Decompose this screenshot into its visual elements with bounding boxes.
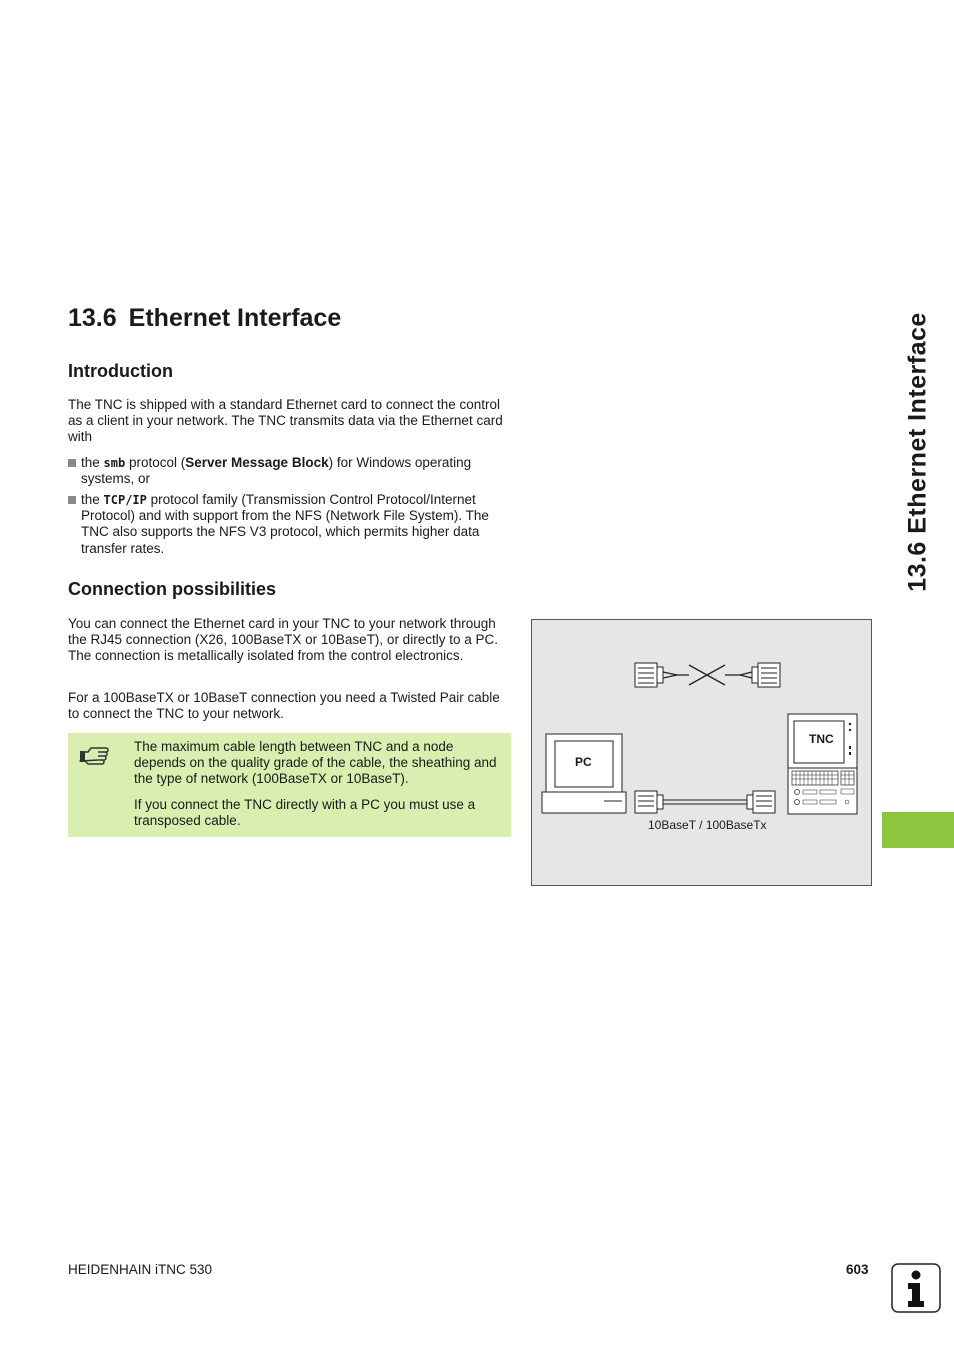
side-running-title: 13.6 Ethernet Interface <box>903 312 932 592</box>
pc-label: PC <box>575 755 592 769</box>
rj45-plug-icon <box>752 663 780 687</box>
tnc-control-icon <box>788 714 857 814</box>
pc-icon <box>542 734 626 813</box>
info-icon <box>891 1263 941 1313</box>
section-title-text: Ethernet Interface <box>128 304 342 332</box>
rj45-plug-icon <box>747 791 775 813</box>
bullet-square-icon <box>68 496 76 504</box>
list-item: the TCP/IP protocol family (Transmission Control Protocol/Internet Protocol) and with support from the NFS (Network File System). The TNC also supports the NFS V3 protocol, which permits higher data transfer rates. <box>68 492 510 557</box>
rj45-plug-icon <box>635 663 663 687</box>
section-title <box>68 304 341 333</box>
cable-label: 10BaseT / 100BaseTx <box>648 818 767 832</box>
note-text-2: If you connect the TNC directly with a PC you must use a transposed cable. <box>134 797 476 829</box>
introduction-paragraph: The TNC is shipped with a standard Ethernet card to connect the control as a client in your network. The TNC transmits data via the Ethernet card with <box>68 397 503 445</box>
note-box <box>68 733 511 837</box>
network-diagram <box>532 620 871 885</box>
note-text-1: The maximum cable length between TNC and a node depends on the quality grade of the cable, the sheathing and the type of network (100BaseTX or 10BaseT). <box>134 739 497 787</box>
connection-figure <box>531 619 872 886</box>
pointing-hand-icon <box>78 743 112 767</box>
list-item: the smb protocol (Server Message Block) for Windows operating systems, or <box>68 455 510 487</box>
introduction-heading: Introduction <box>68 361 173 381</box>
footer-product: HEIDENHAIN iTNC 530 <box>68 1262 213 1277</box>
crossed-cable <box>663 665 752 685</box>
connection-paragraph-1: You can connect the Ethernet card in your TNC to your network through the RJ45 connection (X26, 100BaseTX or 10BaseT), or directly to a PC. The connection is metallically isolated from the control electronics. <box>68 616 498 664</box>
tnc-label: TNC <box>809 732 834 746</box>
rj45-plug-icon <box>635 791 663 813</box>
connection-heading: Connection possibilities <box>68 579 277 599</box>
section-number: 13.6 <box>68 304 117 332</box>
page-number: 603 <box>846 1262 869 1277</box>
bullet-square-icon <box>68 459 76 467</box>
chapter-tab <box>882 812 954 848</box>
connection-paragraph-2: For a 100BaseTX or 10BaseT connection you need a Twisted Pair cable to connect the TNC to your network. <box>68 690 500 722</box>
